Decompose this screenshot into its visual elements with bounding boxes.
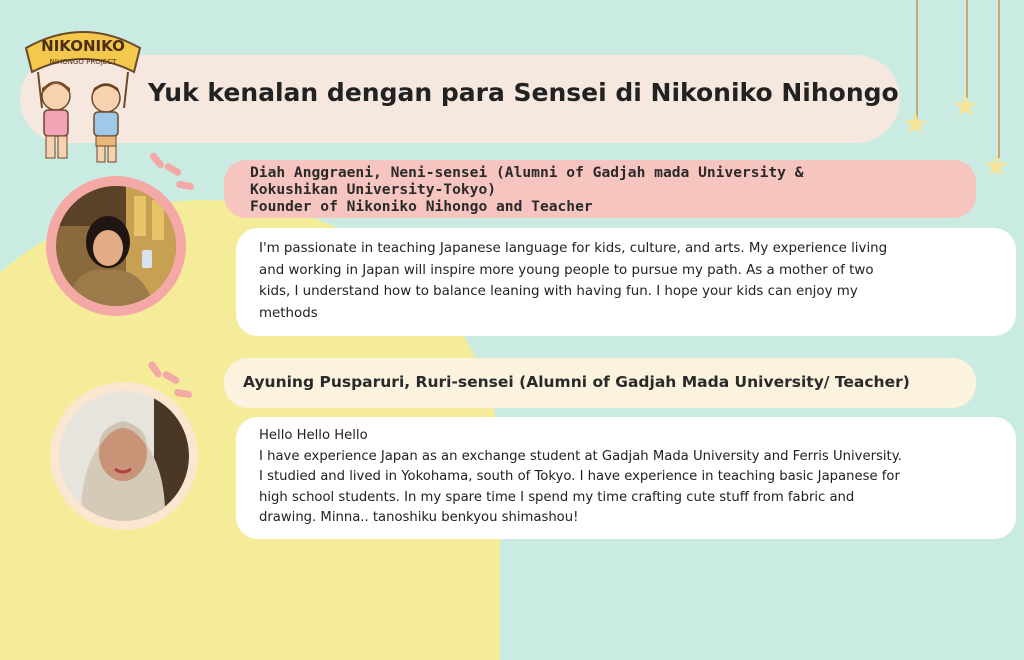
star-icon: ★ <box>952 89 979 124</box>
teacher-photo <box>59 391 189 521</box>
sparkle-icon <box>163 162 182 177</box>
star-string <box>998 0 1000 158</box>
svg-text:NIHONGO PROJECT: NIHONGO PROJECT <box>49 58 117 66</box>
sparkle-icon <box>176 180 195 190</box>
star-icon: ★ <box>902 107 929 142</box>
star-icon: ★ <box>983 149 1010 184</box>
nikoniko-logo <box>18 18 148 168</box>
star-string <box>966 0 968 98</box>
star-string <box>916 0 918 120</box>
sparkle-icon <box>149 151 166 169</box>
teacher-2-description: Hello Hello Hello I have experience Japan as an exchange student at Gadjah Mada University and Ferris University. I studied and lived in Yokohama, south of Tokyo. I have experience in teaching basic Japanese for high school students. In my spare time I spend my time crafting cute stuff from fabric and drawing. Minna.. tanoshiku benkyou shimashou! <box>259 428 902 525</box>
teacher-2-name: Ayuning Pusparuri, Ruri-sensei (Alumni of Gadjah Mada University/ Teacher) <box>243 373 910 391</box>
svg-text:NIKONIKO: NIKONIKO <box>41 37 125 55</box>
page-title: Yuk kenalan dengan para Sensei di Nikoniko Nihongo <box>148 78 899 107</box>
teacher-1-description: I'm passionate in teaching Japanese language for kids, culture, and arts. My experience living and working in Japan will inspire more young people to pursue my path. As a mother of two kids, I understand how to balance leaning with having fun. I hope your kids can enjoy my methods <box>259 241 888 321</box>
teacher-photo <box>56 186 176 306</box>
teacher-1-name: Diah Anggraeni, Neni-sensei (Alumni of Gadjah mada University & Kokushikan University-Tokyo) Founder of Nikoniko Nihongo and Teacher <box>250 164 804 215</box>
